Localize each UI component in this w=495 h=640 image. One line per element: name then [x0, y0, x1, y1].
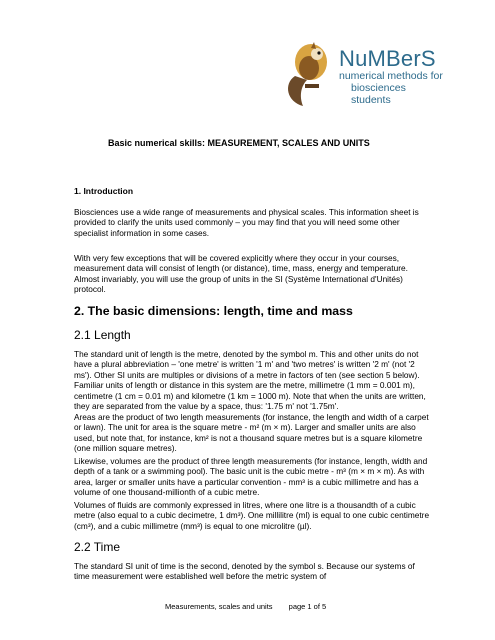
intro-paragraph-2: With very few exceptions that will be covered explicitly where they occur in your courses, measurement data will consist of length (or distance), time, mass, energy and temperature. Almost invariably, you will use the group of units in the SI (Système International d'Unités) protocol.: [74, 253, 408, 295]
squirrel-glider-icon: [281, 40, 337, 112]
section-2-1-heading: 2.1 Length: [74, 328, 131, 342]
length-paragraph-4: Volumes of fluids are commonly expressed in litres, where one litre is a thousandth of a cubic metre (also equal to a cubic decimetre, 1 dm³). One millilitre (ml) is equal to one cubic centimetre (cm³), and a cubic millimetre (mm³) is equal to one microlitre (µl).: [74, 500, 430, 531]
page-footer: [165, 602, 340, 611]
intro-paragraph-1: Biosciences use a wide range of measurements and physical scales. This information sheet is provided to clarify the units used commonly – you may find that you will need some other specialist information in some cases.: [74, 207, 419, 238]
length-paragraph-2: Areas are the product of two length measurements (for instance, the length and width of a carpet or lawn). The unit for area is the square metre - m² (m × m). Larger and smaller units are also used, but note that, for instance, km² is not a thousand square metres but is a square kilometre (one million square metres).: [74, 412, 429, 454]
time-paragraph-1: The standard SI unit of time is the second, denoted by the symbol s. Because our systems of time measurement were established well before the metric system of: [74, 561, 415, 582]
length-paragraph-1: The standard unit of length is the metre, denoted by the symbol m. This and other units do not have a plural abbreviation – 'one metre' is written '1 m' and 'two metres' is written '2 m' (not '2 ms'). Other SI units are multiples or divisions of a metre in factors of ten (see section 5 below). Familiar units of length or distance in this system are the metre, millimetre (1 mm = 0.001 m), centimetre (1 cm = 0.01 m) and kilometre (1 km = 1000 m). Note that when the units are written, they are separated from the value by a space, thus: '1.75 m' not '1.75m'.: [74, 349, 426, 412]
section-2-2-heading: 2.2 Time: [74, 540, 121, 554]
logo-title: NuMBerS: [339, 46, 436, 71]
logo-subtitle-1: numerical methods for: [339, 70, 443, 82]
document-title: Basic numerical skills: MEASUREMENT, SCALES AND UNITS: [108, 138, 370, 148]
numbers-logo: [287, 38, 447, 118]
section-1-heading: 1. Introduction: [74, 186, 134, 196]
logo-subtitle-2: biosciences students: [351, 82, 406, 106]
section-2-heading: 2. The basic dimensions: length, time and mass: [74, 304, 353, 318]
footer-title: Measurements, scales and units: [165, 602, 273, 611]
length-paragraph-3: Likewise, volumes are the product of three length measurements (for instance, length, width and depth of a tank or a swimming pool). The basic unit is the cubic metre - m³ (m × m × m). As with area, larger or smaller units have a particular convention - mm³ is a cubic millimetre and has a volume of one thousand-millionth of a cubic metre.: [74, 456, 428, 498]
page-number: page 1 of 5: [288, 602, 327, 611]
